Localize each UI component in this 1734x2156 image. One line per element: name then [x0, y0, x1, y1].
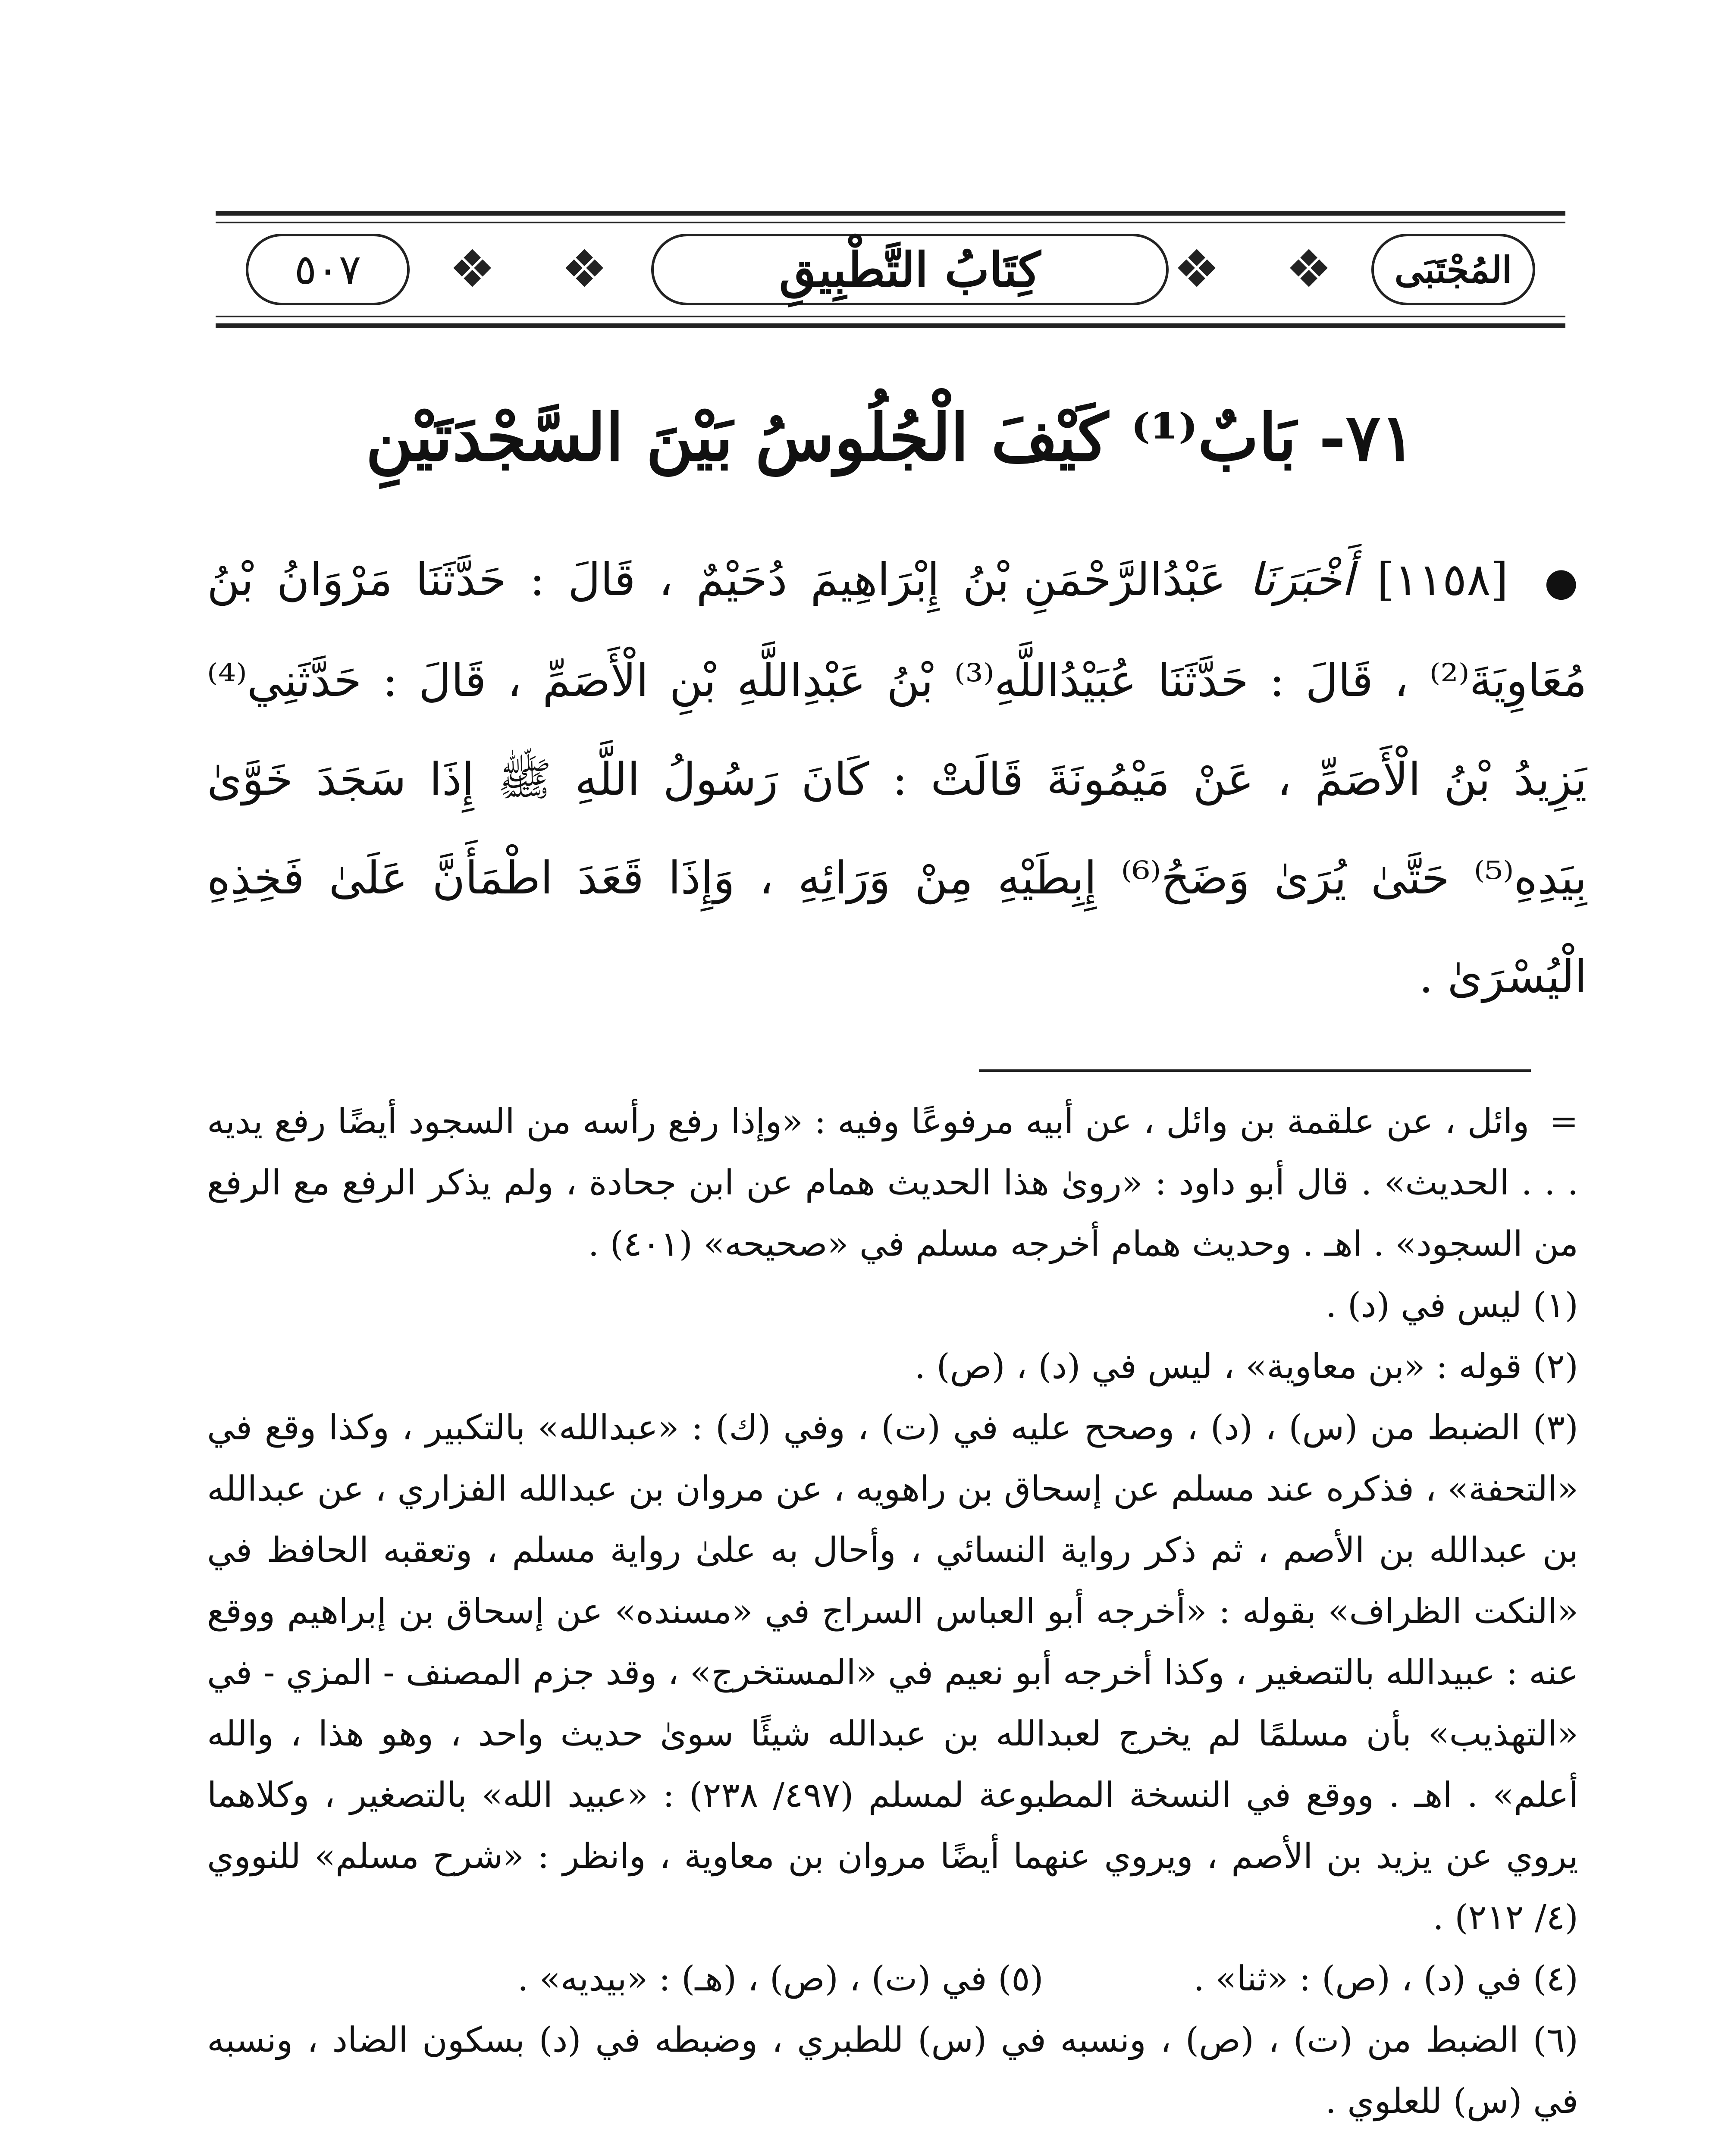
- ornament-icon: ❖: [1173, 239, 1220, 299]
- page-header: [216, 211, 1565, 328]
- footnotes: [207, 1091, 1578, 2132]
- page-number: ٥٠٧: [246, 234, 410, 305]
- hadith-text: عَبْدُالرَّحْمَنِ بْنُ إِبْرَاهِيمَ دُحَيْمٌ ، قَالَ : حَدَّثَنَا مَرْوَانُ بْنُ مُعَاوِيَةَ⁽²⁾ ، قَالَ : حَدَّثَنَا عُبَيْدُاللَّهِ⁽³⁾ بْنُ عَبْدِاللَّهِ بْنِ الْأَصَمِّ ، قَالَ : حَدَّثَنِي⁽⁴⁾ يَزِيدُ بْنُ الْأَصَمِّ ، عَنْ مَيْمُونَةَ قَالَتْ : كَانَ رَسُولُ اللَّهِ ﷺ إِذَا سَجَدَ خَوَّىٰ بِيَدِهِ⁽⁵⁾ حَتَّىٰ يُرَىٰ وَضَحُ⁽⁶⁾ إِبِطَيْهِ مِنْ وَرَائِهِ ، وَإِذَا قَعَدَ اطْمَأَنَّ عَلَىٰ فَخِذِهِ الْيُسْرَىٰ .: [207, 553, 1587, 1003]
- ornament-icon: ❖: [449, 239, 495, 299]
- footnote-5: (٥) في (ت) ، (ص) ، (هـ) : «بيديه» .: [517, 1959, 1044, 1999]
- continuation-mark: =: [1549, 1101, 1578, 1141]
- footnote-continued-text: وائل ، عن علقمة بن وائل ، عن أبيه مرفوعًا وفيه : «وإذا رفع رأسه من السجود أيضًا رفع يديه . . . الحديث» . قال أبو داود : «روىٰ هذا الحديث همام عن ابن جحادة ، ولم يذكر الرفع مع الرفع من السجود» . اهـ . وحديث همام أخرجه مسلم في «صحيحه» (٤٠١) .: [207, 1101, 1578, 1264]
- hadith-paragraph: [207, 530, 1587, 1026]
- hadith-verb: أَخْبَرَنَا: [1249, 553, 1354, 606]
- footnote-6: (٦) الضبط من (ت) ، (ص) ، ونسبه في (س) للطبري ، وضبطه في (د) بسكون الضاد ، ونسبه في (س) للعلوي .: [207, 2020, 1579, 2121]
- series-title: المُجْتَبَى: [1371, 234, 1535, 305]
- ornament-icon: ❖: [561, 239, 608, 299]
- footnote-continued: [207, 1091, 1578, 1275]
- footnote-row: [207, 1948, 1578, 2009]
- footnote-4: (٤) في (د) ، (ص) : «ثنا» .: [1193, 1959, 1578, 1999]
- footnote-1: (١) ليس في (د) .: [1325, 1285, 1578, 1325]
- hadith-number: [١١٥٨]: [1377, 553, 1508, 606]
- footnote-3: (٣) الضبط من (س) ، (د) ، وصحح عليه في (ت) ، وفي (ك) : «عبدالله» بالتكبير ، وكذا وقع في «التحفة» ، فذكره عند مسلم عن إسحاق بن راهويه ، عن مروان بن عبدالله الفزاري ، عن عبدالله بن عبدالله بن الأصم ، ثم ذكر رواية النسائي ، وأحال به علىٰ رواية مسلم ، وتعقبه الحافظ في «النكت الظراف» بقوله : «أخرجه أبو العباس السراج في «مسنده» عن إسحاق بن إبراهيم ووقع عنه : عبيدالله بالتصغير ، وكذا أخرجه أبو نعيم في «المستخرج» ، وقد جزم المصنف - المزي - في «التهذيب» بأن مسلمًا لم يخرج لعبدالله بن عبدالله شيئًا سوىٰ حديث واحد ، وهو هذا ، والله أعلم» . اهـ . ووقع في النسخة المطبوعة لمسلم (٤٩٧/ ٢٣٨) : «عبيد الله» بالتصغير ، وكلاهما يروي عن يزيد بن الأصم ، ويروي عنهما أيضًا مروان بن معاوية ، وانظر : «شرح مسلم» للنووي (٤/ ٢١٢) .: [207, 1407, 1579, 1937]
- book-title: كِتَابُ التَّطْبِيقِ: [651, 234, 1169, 305]
- footnote-divider: [979, 1069, 1531, 1072]
- bullet-icon: ●: [1544, 559, 1587, 605]
- chapter-heading: ٧١- بَابٌ⁽¹⁾ كَيْفَ الْجُلُوسُ بَيْنَ السَّجْدَتَيْنِ: [366, 400, 1415, 476]
- ornament-icon: ❖: [1286, 239, 1332, 299]
- footnote-2: (٢) قوله : «بن معاوية» ، ليس في (د) ، (ص) .: [914, 1346, 1578, 1386]
